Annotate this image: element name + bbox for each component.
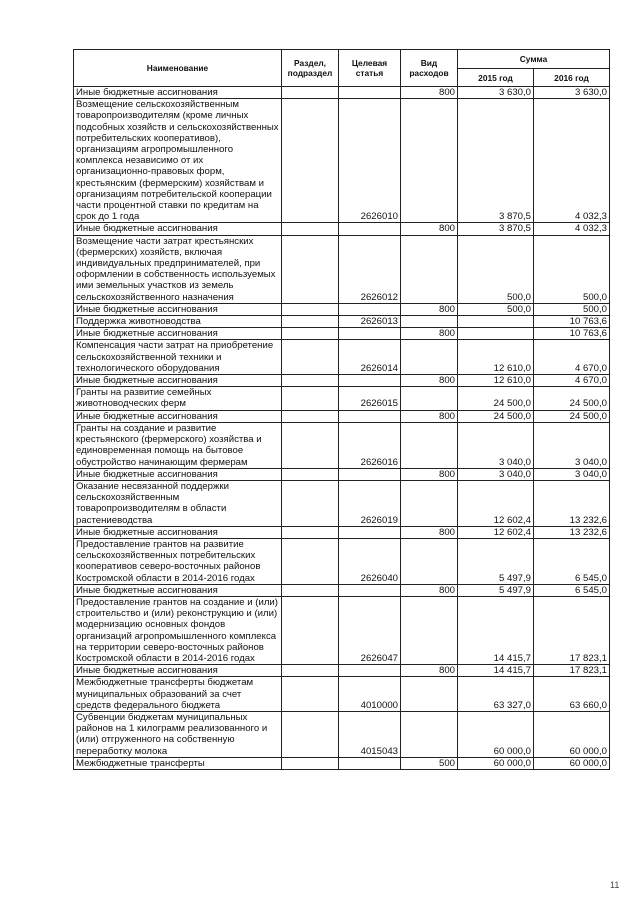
table-row xyxy=(74,677,610,712)
row-type xyxy=(401,480,458,526)
row-type xyxy=(401,422,458,468)
row-sum-2016: 3 040,0 xyxy=(534,422,610,468)
row-sum-2015: 5 497,9 xyxy=(458,538,534,584)
row-sum-2016: 6 545,0 xyxy=(534,584,610,596)
row-sum-2015: 3 870,5 xyxy=(458,223,534,235)
row-section xyxy=(282,328,339,340)
row-section xyxy=(282,316,339,328)
row-type xyxy=(401,387,458,410)
row-type xyxy=(401,677,458,712)
row-type: 800 xyxy=(401,87,458,99)
table-row xyxy=(74,223,610,235)
row-sum-2015: 500,0 xyxy=(458,303,534,315)
row-type xyxy=(401,316,458,328)
row-sum-2016: 500,0 xyxy=(534,235,610,303)
row-sum-2016: 24 500,0 xyxy=(534,387,610,410)
row-name: Межбюджетные трансферты бюджетам муниципальных образований за счет средств федерального бюджета xyxy=(74,677,282,712)
row-section xyxy=(282,677,339,712)
row-sum-2016: 3 040,0 xyxy=(534,468,610,480)
row-section xyxy=(282,665,339,677)
row-sum-2015: 14 415,7 xyxy=(458,596,534,664)
table-row xyxy=(74,526,610,538)
header-name: Наименование xyxy=(74,50,282,87)
row-sum-2015: 12 610,0 xyxy=(458,340,534,375)
table-row xyxy=(74,711,610,757)
row-sum-2015: 5 497,9 xyxy=(458,584,534,596)
row-target: 2626019 xyxy=(339,480,401,526)
table-row xyxy=(74,584,610,596)
table-row xyxy=(74,328,610,340)
row-type: 800 xyxy=(401,410,458,422)
row-section xyxy=(282,468,339,480)
row-sum-2016: 10 763,6 xyxy=(534,316,610,328)
row-type xyxy=(401,340,458,375)
row-name: Иные бюджетные ассигнования xyxy=(74,410,282,422)
row-target: 2626015 xyxy=(339,387,401,410)
row-target: 2626014 xyxy=(339,340,401,375)
row-type xyxy=(401,538,458,584)
page-number: 11 xyxy=(610,880,620,890)
row-type: 800 xyxy=(401,665,458,677)
row-sum-2015: 24 500,0 xyxy=(458,410,534,422)
row-section xyxy=(282,87,339,99)
table-row xyxy=(74,375,610,387)
row-name: Возмещение сельскохозяйственным товаропроизводителям (кроме личных подсобных хозяйств и сельскохозяйственных потребительских кооперативов), организациям агропромышленного комплекса независимо от их организационно-правовых форм, крестьянским (фермерским) хозяйствам и организациям потребительской кооперации части процентной ставки по кредитам на срок до 1 года xyxy=(74,99,282,223)
header-target: Целевая статья xyxy=(339,50,401,87)
row-section xyxy=(282,223,339,235)
table-row xyxy=(74,468,610,480)
row-sum-2016: 17 823,1 xyxy=(534,596,610,664)
row-sum-2015: 3 630,0 xyxy=(458,87,534,99)
row-target xyxy=(339,303,401,315)
row-target xyxy=(339,665,401,677)
row-target: 2626012 xyxy=(339,235,401,303)
row-name: Иные бюджетные ассигнования xyxy=(74,468,282,480)
row-sum-2015: 60 000,0 xyxy=(458,711,534,757)
row-target xyxy=(339,526,401,538)
row-target: 2626040 xyxy=(339,538,401,584)
row-sum-2016: 13 232,6 xyxy=(534,480,610,526)
row-name: Оказание несвязанной поддержки сельскохозяйственным товаропроизводителям в области растениеводства xyxy=(74,480,282,526)
row-name: Субвенции бюджетам муниципальных районов на 1 килограмм реализованного и (или) отгруженного на собственную переработку молока xyxy=(74,711,282,757)
row-name: Предоставление грантов на развитие сельскохозяйственных потребительских кооперативов северо-восточных районов Костромской области в 2014-2016 годах xyxy=(74,538,282,584)
row-name: Иные бюджетные ассигнования xyxy=(74,584,282,596)
row-type: 800 xyxy=(401,328,458,340)
row-section xyxy=(282,711,339,757)
row-sum-2015: 12 610,0 xyxy=(458,375,534,387)
row-target: 2626016 xyxy=(339,422,401,468)
row-section xyxy=(282,235,339,303)
row-target: 4010000 xyxy=(339,677,401,712)
row-name: Межбюджетные трансферты xyxy=(74,757,282,769)
row-name: Поддержка животноводства xyxy=(74,316,282,328)
header-section: Раздел, подраздел xyxy=(282,50,339,87)
row-name: Предоставление грантов на создание и (или) строительство и (или) реконструкцию и (или) модернизацию основных фондов организаций агропромышленного комплекса на территории северо-восточных районов Костромской области в 2014-2016 годах xyxy=(74,596,282,664)
row-sum-2016: 4 670,0 xyxy=(534,375,610,387)
row-section xyxy=(282,584,339,596)
row-section xyxy=(282,340,339,375)
row-target: 2626010 xyxy=(339,99,401,223)
table-header xyxy=(74,50,610,87)
row-name: Гранты на развитие семейных животноводческих ферм xyxy=(74,387,282,410)
row-section xyxy=(282,538,339,584)
row-name: Иные бюджетные ассигнования xyxy=(74,223,282,235)
table-row xyxy=(74,87,610,99)
row-type: 800 xyxy=(401,375,458,387)
row-section xyxy=(282,99,339,223)
row-type xyxy=(401,596,458,664)
row-name: Иные бюджетные ассигнования xyxy=(74,375,282,387)
row-name: Иные бюджетные ассигнования xyxy=(74,303,282,315)
row-type: 500 xyxy=(401,757,458,769)
row-type xyxy=(401,235,458,303)
row-name: Иные бюджетные ассигнования xyxy=(74,87,282,99)
row-target: 4015043 xyxy=(339,711,401,757)
header-sum: Сумма xyxy=(458,50,610,69)
table-row xyxy=(74,99,610,223)
row-sum-2016: 63 660,0 xyxy=(534,677,610,712)
row-name: Компенсация части затрат на приобретение сельскохозяйственной техники и технологического оборудования xyxy=(74,340,282,375)
table-row xyxy=(74,596,610,664)
row-sum-2016: 4 032,3 xyxy=(534,99,610,223)
row-sum-2015 xyxy=(458,316,534,328)
header-2015: 2015 год xyxy=(458,69,534,87)
row-section xyxy=(282,387,339,410)
row-sum-2015: 3 870,5 xyxy=(458,99,534,223)
row-target xyxy=(339,328,401,340)
row-sum-2016: 60 000,0 xyxy=(534,711,610,757)
row-name: Гранты на создание и развитие крестьянского (фермерского) хозяйства и единовременная помощь на бытовое обустройство начинающим фермерам xyxy=(74,422,282,468)
row-name: Возмещение части затрат крестьянских (фермерских) хозяйств, включая индивидуальных предпринимателей, при оформлении в собственность используемых ими земельных участков из земель сельскохозяйственного назначения xyxy=(74,235,282,303)
row-sum-2016: 4 032,3 xyxy=(534,223,610,235)
row-type: 800 xyxy=(401,526,458,538)
table-row xyxy=(74,340,610,375)
row-name: Иные бюджетные ассигнования xyxy=(74,526,282,538)
table-row xyxy=(74,410,610,422)
row-sum-2016: 13 232,6 xyxy=(534,526,610,538)
row-target xyxy=(339,87,401,99)
row-sum-2015 xyxy=(458,328,534,340)
budget-table xyxy=(73,49,610,770)
row-sum-2015: 63 327,0 xyxy=(458,677,534,712)
row-sum-2016: 6 545,0 xyxy=(534,538,610,584)
row-section xyxy=(282,480,339,526)
row-section xyxy=(282,303,339,315)
row-name: Иные бюджетные ассигнования xyxy=(74,665,282,677)
row-type xyxy=(401,99,458,223)
row-sum-2015: 14 415,7 xyxy=(458,665,534,677)
table-row xyxy=(74,538,610,584)
row-sum-2015: 24 500,0 xyxy=(458,387,534,410)
row-sum-2016: 17 823,1 xyxy=(534,665,610,677)
row-sum-2015: 3 040,0 xyxy=(458,422,534,468)
row-type: 800 xyxy=(401,223,458,235)
row-sum-2015: 3 040,0 xyxy=(458,468,534,480)
row-sum-2015: 12 602,4 xyxy=(458,480,534,526)
row-target: 2626047 xyxy=(339,596,401,664)
row-name: Иные бюджетные ассигнования xyxy=(74,328,282,340)
row-target xyxy=(339,410,401,422)
table-row xyxy=(74,422,610,468)
row-sum-2016: 24 500,0 xyxy=(534,410,610,422)
row-section xyxy=(282,375,339,387)
row-sum-2015: 500,0 xyxy=(458,235,534,303)
row-type: 800 xyxy=(401,584,458,596)
row-sum-2016: 4 670,0 xyxy=(534,340,610,375)
table-row xyxy=(74,316,610,328)
table-row xyxy=(74,665,610,677)
row-sum-2016: 3 630,0 xyxy=(534,87,610,99)
row-section xyxy=(282,757,339,769)
row-section xyxy=(282,422,339,468)
row-target xyxy=(339,468,401,480)
row-type: 800 xyxy=(401,468,458,480)
header-2016: 2016 год xyxy=(534,69,610,87)
table-row xyxy=(74,235,610,303)
row-sum-2016: 60 000,0 xyxy=(534,757,610,769)
row-sum-2015: 60 000,0 xyxy=(458,757,534,769)
row-sum-2016: 500,0 xyxy=(534,303,610,315)
table-row xyxy=(74,480,610,526)
row-target xyxy=(339,223,401,235)
row-sum-2015: 12 602,4 xyxy=(458,526,534,538)
table-row xyxy=(74,303,610,315)
row-target xyxy=(339,375,401,387)
row-target xyxy=(339,584,401,596)
table-row xyxy=(74,757,610,769)
row-target xyxy=(339,757,401,769)
row-target: 2626013 xyxy=(339,316,401,328)
table-row xyxy=(74,387,610,410)
row-section xyxy=(282,596,339,664)
row-section xyxy=(282,410,339,422)
row-type xyxy=(401,711,458,757)
table-body xyxy=(74,87,610,770)
row-type: 800 xyxy=(401,303,458,315)
header-type: Вид расходов xyxy=(401,50,458,87)
row-section xyxy=(282,526,339,538)
row-sum-2016: 10 763,6 xyxy=(534,328,610,340)
